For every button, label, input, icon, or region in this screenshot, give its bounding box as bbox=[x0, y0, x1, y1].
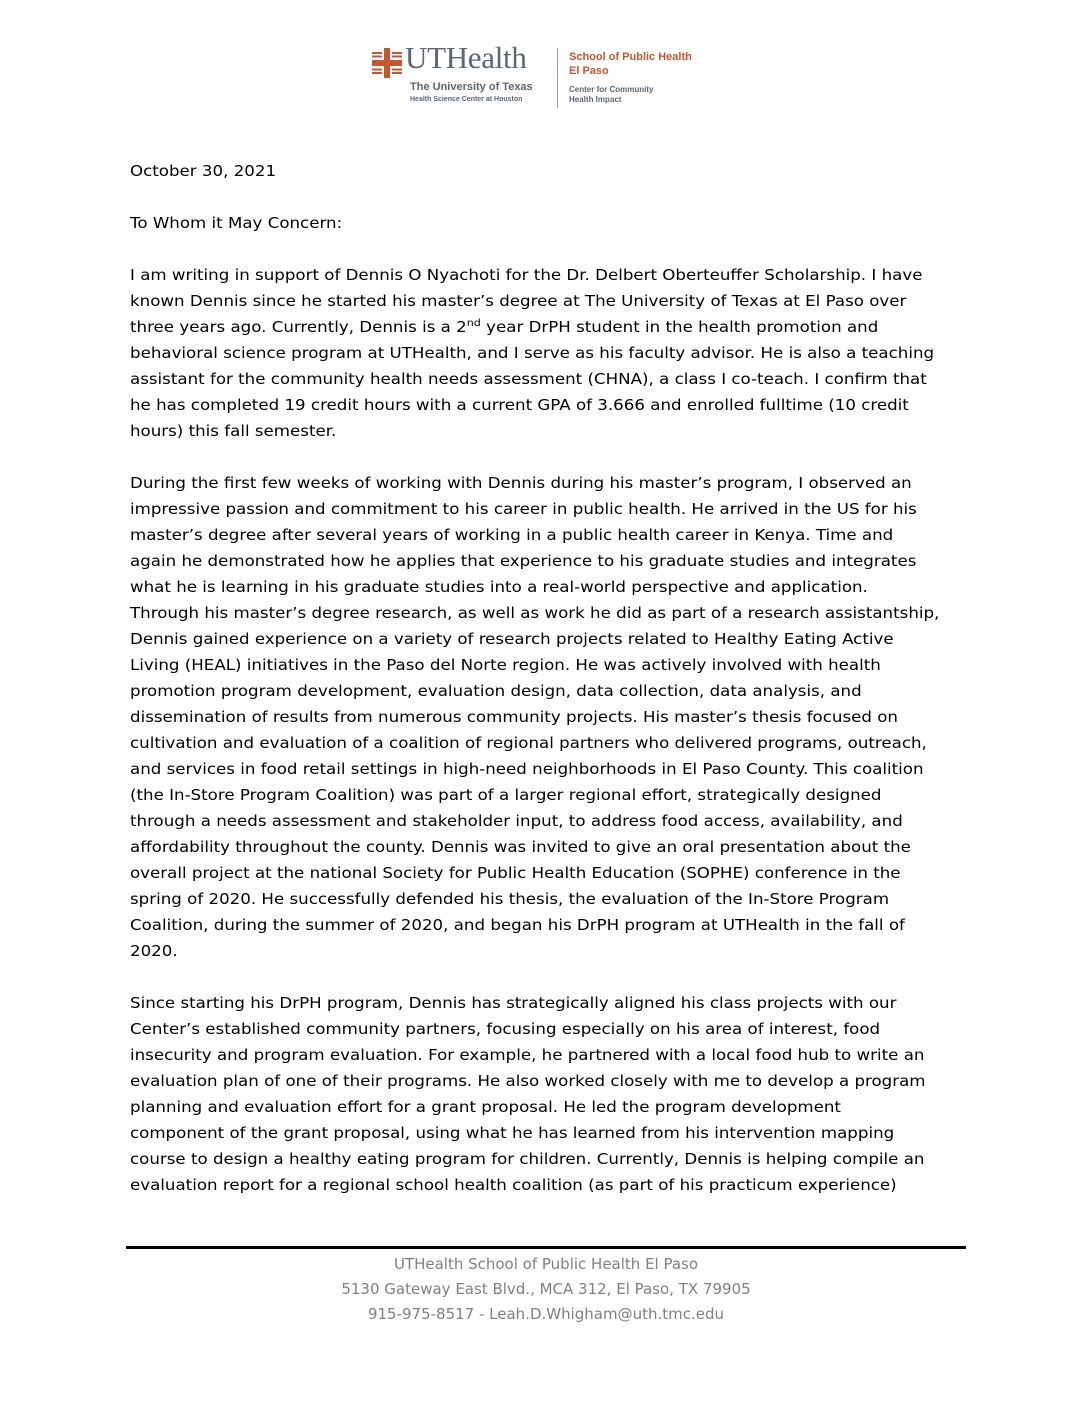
center-name-line2: Health Impact bbox=[569, 95, 622, 104]
paragraph-line: insecurity and program evaluation. For example, he partnered with a local food hub to write an bbox=[130, 1046, 925, 1064]
paragraph-line: dissemination of results from numerous community projects. His master’s thesis focused on bbox=[130, 708, 898, 726]
school-name-line2: El Paso bbox=[569, 65, 609, 77]
footer-rule bbox=[126, 1246, 966, 1249]
center-name-line1: Center for Community bbox=[569, 85, 654, 94]
paragraph-3 bbox=[130, 990, 970, 1198]
paragraph-line: affordability throughout the county. Dennis was invited to give an oral presentation about the bbox=[130, 838, 911, 856]
paragraph-2 bbox=[130, 470, 970, 964]
paragraph-line: Living (HEAL) initiatives in the Paso del Norte region. He was actively involved with health bbox=[130, 656, 881, 674]
paragraph-line: he has completed 19 credit hours with a current GPA of 3.666 and enrolled fulltime (10 credit bbox=[130, 396, 909, 414]
paragraph-line: spring of 2020. He successfully defended his thesis, the evaluation of the In-Store Program bbox=[130, 890, 890, 908]
paragraph-line: and services in food retail settings in high-need neighborhoods in El Paso County. This coalition bbox=[130, 760, 924, 778]
brand-university-line: The University of Texas bbox=[410, 81, 533, 93]
footer-contact: 915-975-8517 - Leah.D.Whigham@uth.tmc.edu bbox=[367, 1305, 725, 1323]
text-run: year DrPH student in the health promotion and bbox=[480, 318, 879, 336]
paragraph-line: Since starting his DrPH program, Dennis has strategically aligned his class projects with our bbox=[130, 994, 897, 1012]
center-name bbox=[569, 85, 653, 105]
school-name bbox=[569, 50, 692, 78]
salutation-block bbox=[130, 210, 970, 236]
paragraph-line: 2020. bbox=[130, 942, 178, 960]
paragraph-line: (the In-Store Program Coalition) was part of a larger regional effort, strategically designed bbox=[130, 786, 882, 804]
paragraph-line: known Dennis since he started his master’s degree at The University of Texas at El Paso over bbox=[130, 292, 907, 310]
paragraph-line: course to design a healthy eating program for children. Currently, Dennis is helping compile an bbox=[130, 1150, 925, 1168]
paragraph-line: what he is learning in his graduate studies into a real-world perspective and application. bbox=[130, 578, 868, 596]
paragraph-line: hours) this fall semester. bbox=[130, 422, 337, 440]
salutation: To Whom it May Concern: bbox=[130, 214, 343, 232]
letter-date: October 30, 2021 bbox=[130, 162, 277, 180]
uthealth-logo-icon bbox=[372, 48, 402, 78]
paragraph-line: Dennis gained experience on a variety of research projects related to Healthy Eating Active bbox=[130, 630, 894, 648]
brand-name: UTHealth bbox=[405, 40, 527, 75]
letterhead-divider bbox=[557, 48, 558, 108]
paragraph-line: behavioral science program at UTHealth, and I serve as his faculty advisor. He is also a teaching bbox=[130, 344, 935, 362]
paragraph-line: evaluation report for a regional school health coalition (as part of his practicum experience) bbox=[130, 1176, 897, 1194]
paragraph-line: impressive passion and commitment to his career in public health. He arrived in the US for his bbox=[130, 500, 917, 518]
letter-date-block bbox=[130, 158, 970, 184]
footer-address: 5130 Gateway East Blvd., MCA 312, El Paso, TX 79905 bbox=[341, 1280, 751, 1298]
footer bbox=[126, 1252, 966, 1327]
school-name-line1: School of Public Health bbox=[569, 51, 692, 63]
letterhead bbox=[372, 40, 712, 110]
paragraph-line: Coalition, during the summer of 2020, and began his DrPH program at UTHealth in the fall of bbox=[130, 916, 905, 934]
text-run: three years ago. Currently, Dennis is a 2 bbox=[130, 318, 467, 336]
paragraph-line: Center’s established community partners, focusing especially on his area of interest, food bbox=[130, 1020, 881, 1038]
paragraph-line: During the first few weeks of working with Dennis during his master’s program, I observed an bbox=[130, 474, 912, 492]
paragraph-line: planning and evaluation effort for a grant proposal. He led the program development bbox=[130, 1098, 841, 1116]
letter-body bbox=[130, 158, 970, 1198]
paragraph-line: evaluation plan of one of their programs. He also worked closely with me to develop a program bbox=[130, 1072, 926, 1090]
paragraph-line: overall project at the national Society for Public Health Education (SOPHE) conference in the bbox=[130, 864, 901, 882]
paragraph-line: I am writing in support of Dennis O Nyachoti for the Dr. Delbert Oberteuffer Scholarship. I have bbox=[130, 266, 923, 284]
paragraph-line: through a needs assessment and stakeholder input, to address food access, availability, and bbox=[130, 812, 903, 830]
paragraph-line: again he demonstrated how he applies that experience to his graduate studies and integrates bbox=[130, 552, 917, 570]
paragraph-line: assistant for the community health needs assessment (CHNA), a class I co-teach. I confirm that bbox=[130, 370, 927, 388]
paragraph-line: cultivation and evaluation of a coalition of regional partners who delivered programs, outreach, bbox=[130, 734, 927, 752]
paragraph-line: master’s degree after several years of working in a public health career in Kenya. Time and bbox=[130, 526, 894, 544]
paragraph-line: promotion program development, evaluation design, data collection, data analysis, and bbox=[130, 682, 862, 700]
paragraph-line bbox=[130, 314, 1062, 340]
brand-hsc-line: Health Science Center at Houston bbox=[410, 96, 523, 103]
paragraph-line: Through his master’s degree research, as well as work he did as part of a research assistantship, bbox=[130, 604, 940, 622]
paragraph-line: component of the grant proposal, using what he has learned from his intervention mapping bbox=[130, 1124, 895, 1142]
ordinal-superscript: nd bbox=[466, 318, 481, 329]
footer-institution: UTHealth School of Public Health El Paso bbox=[393, 1255, 699, 1273]
paragraph-1 bbox=[130, 262, 970, 444]
